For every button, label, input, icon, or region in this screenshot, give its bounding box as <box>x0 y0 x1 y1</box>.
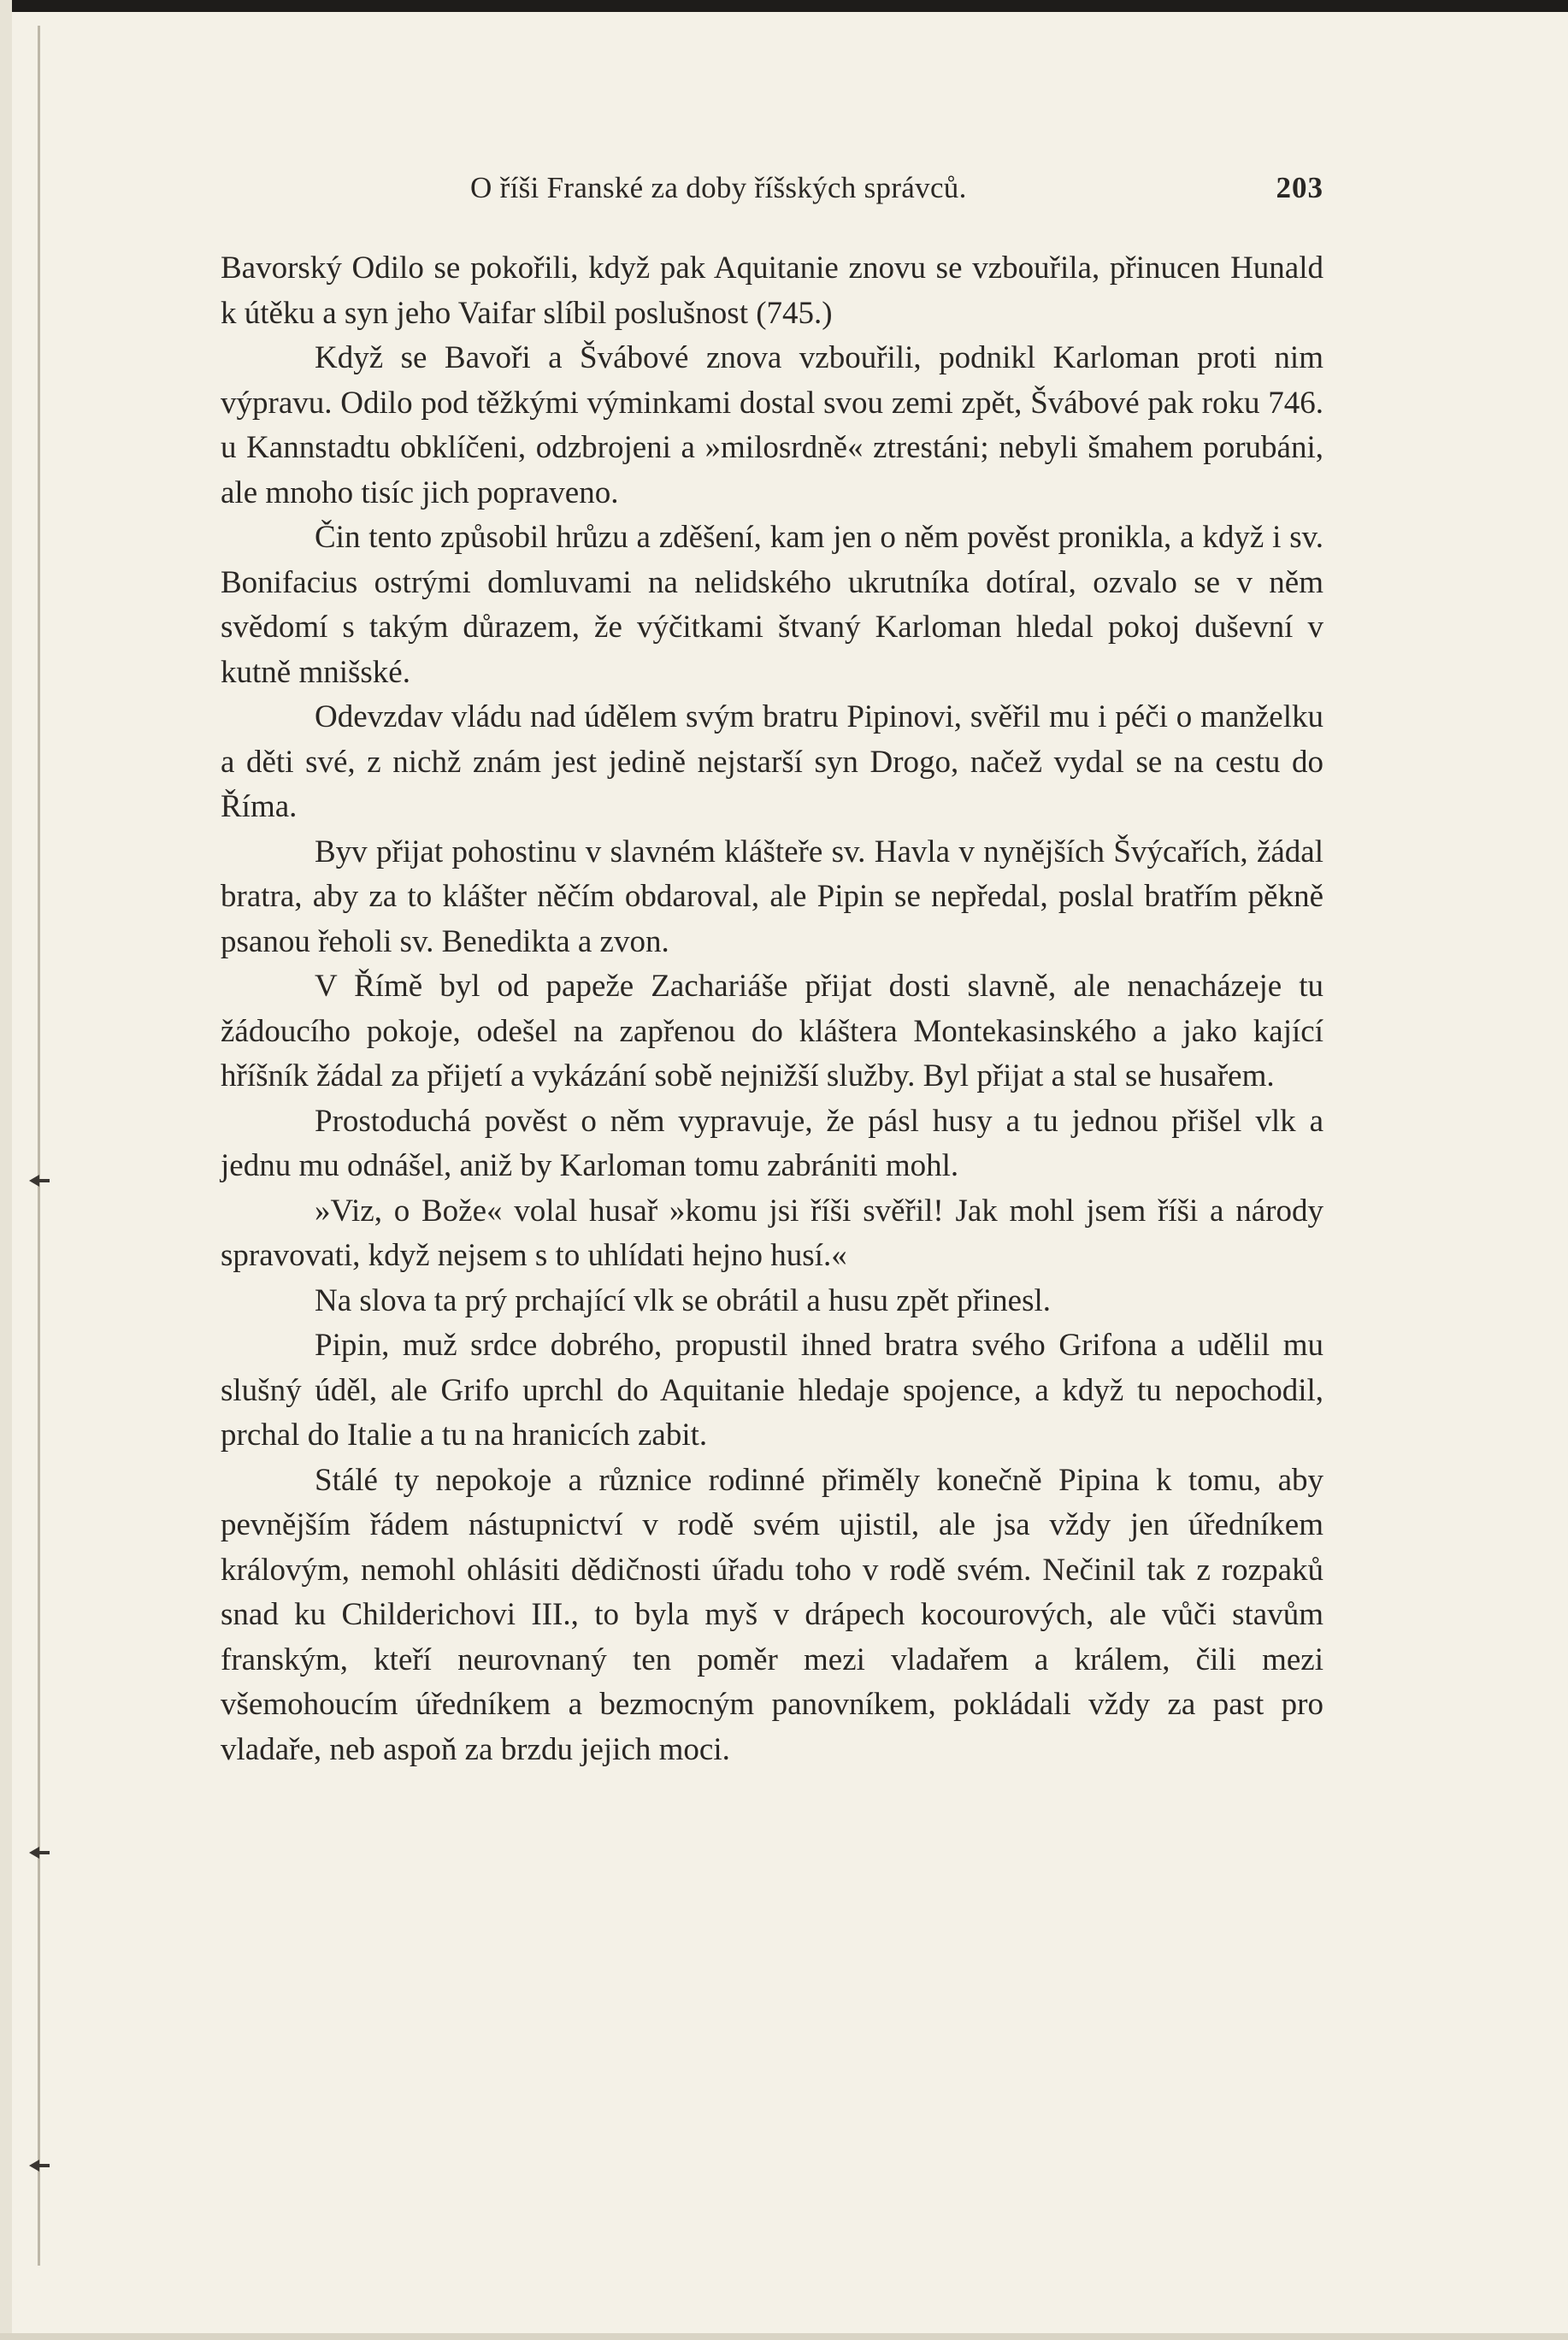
paragraph: Stálé ty nepokoje a různice rodinné přiměly konečně Pipina k tomu, aby pevnějším řádem nástupnictví v rodě svém ujistil, ale jsa vždy jen úředníkem královým, nemohl ohlásiti dědičnosti úřadu toho v rodě svém. Nečinil tak z rozpaků snad ku Childerichovi III., to byla myš v drápech kocourových, ale vůči stavům franským, kteří neurovnaný ten poměr mezi vladařem a králem, čili mezi všemohoucím úředníkem a bezmocným panovníkem, pokládali vždy za past pro vladaře, neb aspoň za brzdu jejich moci. <box>221 1462 1323 1767</box>
binding-line <box>38 26 40 2266</box>
margin-arrow-mark <box>29 1847 51 1859</box>
paragraph: Pipin, muž srdce dobrého, propustil ihned bratra svého Grifona a udělil mu slušný úděl, ale Grifo uprchl do Aquitanie hledaje spojence, a když tu nepochodil, prchal do Italie a tu na hranicích zabit. <box>221 1328 1323 1453</box>
paragraph: V Římě byl od papeže Zachariáše přijat dosti slavně, ale nenacházeje tu žádoucího pokoje, odešel na zapřenou do kláštera Montekasinského a jako kající hříšník žádal za přijetí a vykázání sobě nejnižší služby. Byl přijat a stal se husařem. <box>221 969 1323 1093</box>
scan-bottom-edge <box>0 2333 1568 2340</box>
margin-arrow-mark <box>29 2160 51 2172</box>
paragraph: Bavorský Odilo se pokořili, když pak Aquitanie znovu se vzbouřila, přinucen Hunald k útěku a syn jeho Vaifar slíbil poslušnost (745.) <box>221 251 1323 331</box>
book-page <box>221 154 1323 1772</box>
paragraph: »Viz, o Bože« volal husař »komu jsi říši svěřil! Jak mohl jsem říši a národy spravovati, když nejsem s to uhlídati hejno husí.« <box>221 1193 1323 1273</box>
page-number: 203 <box>1276 171 1323 204</box>
scan-top-edge <box>0 0 1568 12</box>
binding-gutter <box>0 0 12 2340</box>
margin-arrow-mark <box>29 1175 51 1187</box>
paragraph: Byv přijat pohostinu v slavném klášteře sv. Havla v nynějších Švýcařích, žádal bratra, aby za to klášter něčím obdaroval, ale Pipin se nepředal, poslal bratřím pěkně psanou řeholi sv. Benedikta a zvon. <box>221 834 1323 959</box>
body-text <box>221 246 1323 1772</box>
paragraph: Prostoduchá pověst o něm vypravuje, že pásl husy a tu jednou přišel vlk a jednu mu odnášel, aniž by Karloman tomu zabrániti mohl. <box>221 1103 1323 1183</box>
paragraph: Když se Bavoři a Švábové znova vzbouřili, podnikl Karloman proti nim výpravu. Odilo pod těžkými výminkami dostal svou zemi zpět, Švábové pak roku 746. u Kannstadtu obklíčeni, odzbrojeni a »milosrdně« ztrestáni; nebyli šmahem porubáni, ale mnoho tisíc jich popraveno. <box>221 340 1323 510</box>
paragraph: Čin tento způsobil hrůzu a zděšení, kam jen o něm pověst pronikla, a když i sv. Bonifacius ostrými domluvami na nelidského ukrutníka dotíral, ozvalo se v něm svědomí s takým důrazem, že výčitkami štvaný Karloman hledal pokoj duševní v kutně mnišské. <box>221 520 1323 690</box>
paragraph: Na slova ta prý prchající vlk se obrátil a husu zpět přinesl. <box>315 1282 1052 1318</box>
paragraph: Odevzdav vládu nad údělem svým bratru Pipinovi, svěřil mu i péči o manželku a děti své, z nichž znám jest jedině nejstarší syn Drogo, načež vydal se na cestu do Říma. <box>221 699 1323 824</box>
running-title: O říši Franské za doby říšských správců. <box>470 171 967 204</box>
running-head <box>221 154 1323 205</box>
